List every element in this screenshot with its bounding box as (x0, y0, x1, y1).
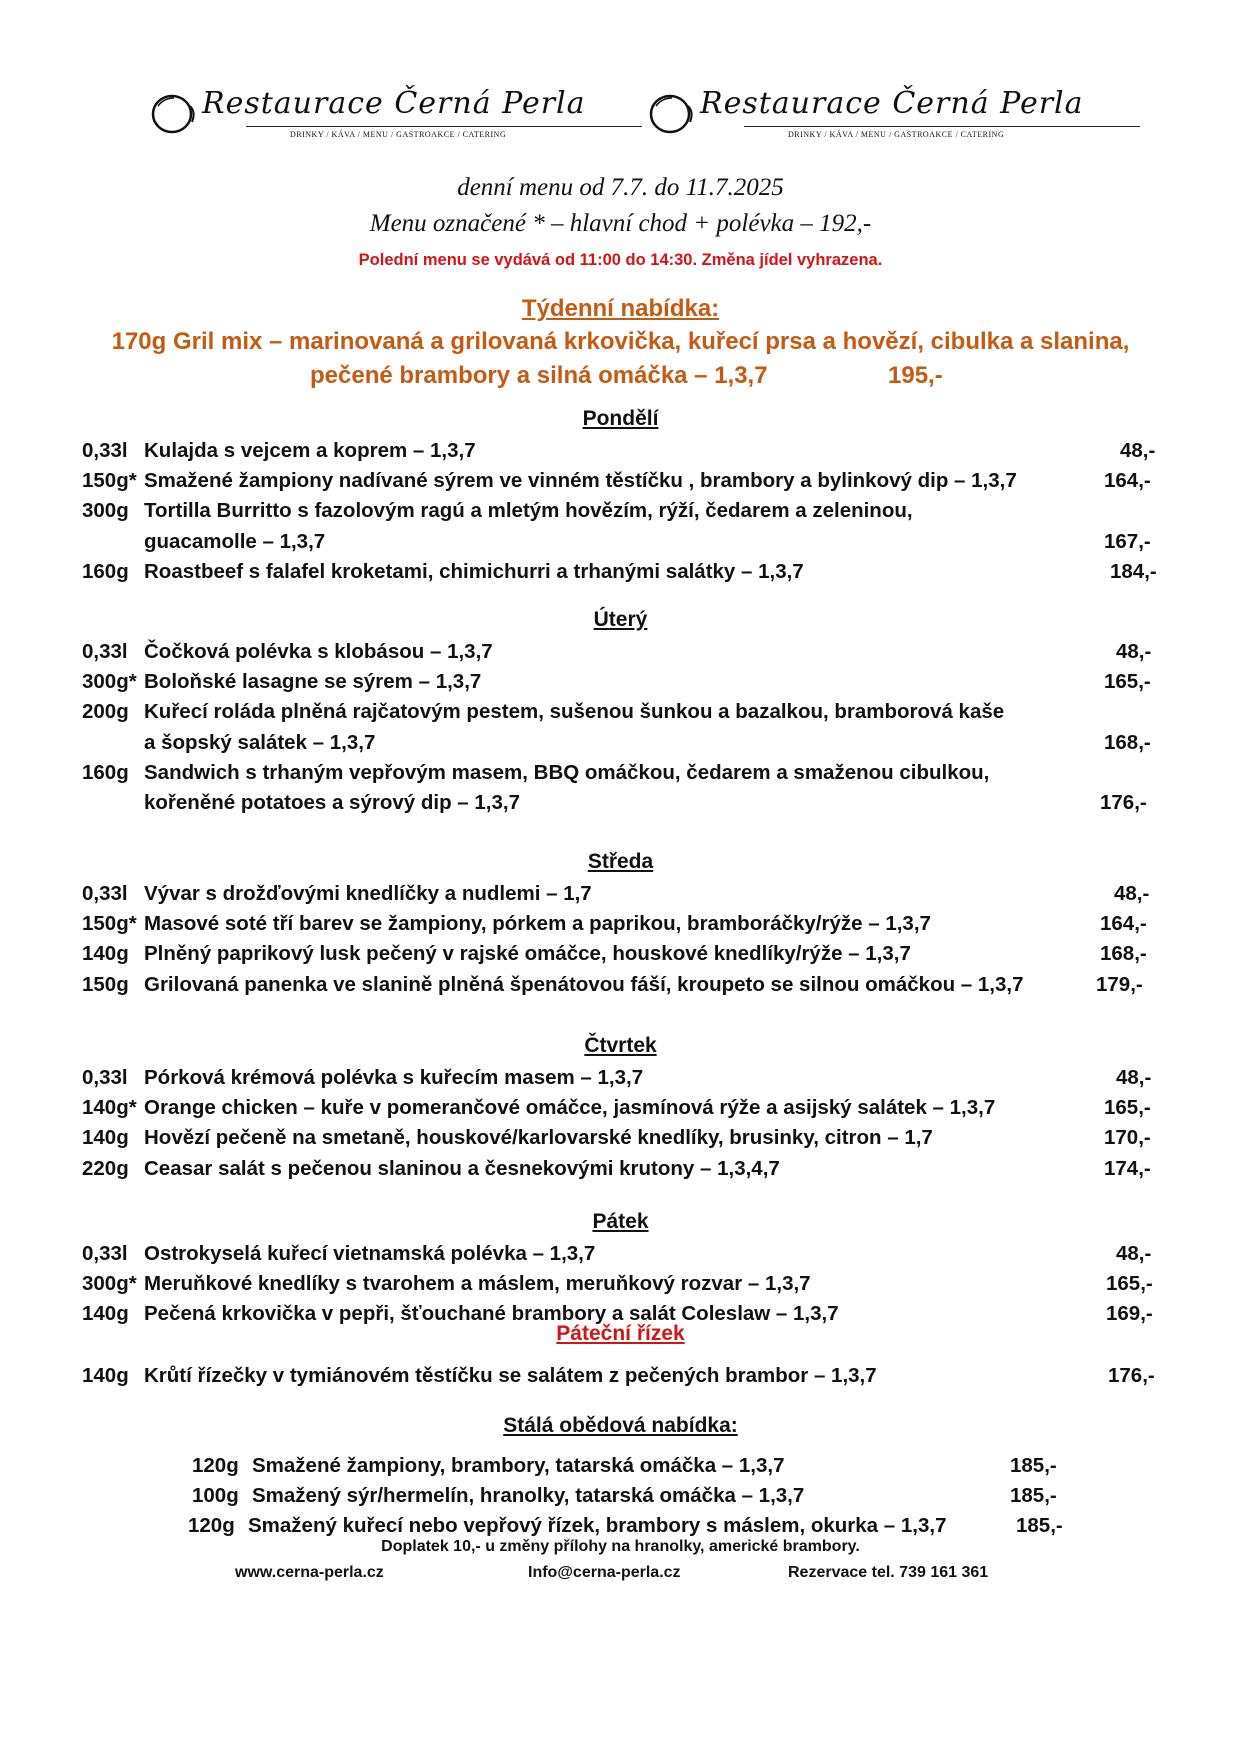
weekly-offer-price: 195,- (888, 362, 943, 389)
item-price: 165,- (1104, 670, 1151, 694)
logo-underline (744, 126, 1140, 127)
menu-item (0, 670, 1241, 700)
logo-underline (246, 126, 642, 127)
weekly-offer-title: Týdenní nabídka: (521, 295, 720, 322)
item-price: 48,- (1116, 1066, 1152, 1089)
item-weight: 300g* (82, 1272, 137, 1296)
item-weight: 0,33l (82, 1242, 128, 1265)
item-description: Smažené žampiony nadívané sýrem ve vinném těstíčku , brambory a bylinkový dip – 1,3,7 (144, 469, 1017, 493)
item-description: Ceasar salát s pečenou slaninou a česnekovými krutony – 1,3,4,7 (144, 1156, 780, 1180)
item-description: Hovězí pečeně na smetaně, houskové/karlovarské knedlíky, brusinky, citron – 1,7 (144, 1126, 933, 1150)
item-description-cont: kořeněné potatoes a sýrový dip – 1,3,7 (144, 791, 520, 814)
menu-item (0, 761, 1241, 791)
item-description-cont: guacamolle – 1,3,7 (144, 529, 326, 553)
friday-special-title: Páteční řízek (556, 1322, 685, 1345)
item-description: Vývar s drožďovými knedlíčky a nudlemi – 1,7 (144, 882, 592, 905)
item-weight: 160g (82, 760, 129, 784)
item-price: 164,- (1104, 469, 1151, 493)
menu-item (0, 912, 1241, 942)
menu-item (0, 439, 1241, 469)
item-weight: 140g* (82, 1096, 137, 1120)
item-price: 185,- (1010, 1454, 1057, 1477)
item-price: 168,- (1104, 730, 1151, 754)
item-price: 176,- (1100, 791, 1147, 814)
item-weight: 140g (82, 1302, 129, 1326)
pearl-icon (150, 92, 200, 136)
item-description: Smažený kuřecí nebo vepřový řízek, brambory s máslem, okurka – 1,3,7 (248, 1514, 947, 1537)
menu-item (0, 942, 1241, 972)
item-weight: 120g (188, 1514, 235, 1537)
website-link[interactable]: www.cerna-perla.cz (235, 1564, 384, 1581)
item-price: 170,- (1104, 1126, 1151, 1150)
menu-item (0, 469, 1241, 499)
item-description: Kulajda s vejcem a koprem – 1,3,7 (144, 439, 476, 462)
item-description: Smažené žampiony, brambory, tatarská omáčka – 1,3,7 (252, 1454, 785, 1477)
restaurant-logo (648, 88, 1128, 148)
menu-item (0, 1242, 1241, 1272)
side-dish-note: Doplatek 10,- u změny přílohy na hranolky, americké brambory. (381, 1538, 860, 1555)
menu-item (0, 973, 1241, 1003)
item-weight: 140g (82, 1126, 129, 1150)
item-description: Pečená krkovička v pepři, šťouchané brambory a salát Coleslaw – 1,3,7 (144, 1302, 839, 1326)
email-link[interactable]: Info@cerna-perla.cz (528, 1564, 681, 1581)
reservation-phone: Rezervace tel. 739 161 361 (788, 1564, 989, 1581)
item-weight: 200g (82, 700, 129, 724)
logo-subtitle: DRINKY / KÁVA / MENU / GASTROAKCE / CATERING (788, 130, 1005, 139)
item-weight: 150g* (82, 469, 137, 493)
menu-item (0, 1454, 1241, 1484)
item-weight: 150g (82, 972, 129, 996)
item-description-cont: a šopský salátek – 1,3,7 (144, 730, 376, 754)
day-title: Úterý (593, 608, 648, 631)
menu-item (0, 1066, 1241, 1096)
item-description: Boloňské lasagne se sýrem – 1,3,7 (144, 670, 482, 694)
day-title: Čtvrtek (584, 1034, 657, 1057)
item-price: 48,- (1116, 640, 1152, 663)
weekly-offer-line: pečené brambory a silná omáčka – 1,3,7 (310, 362, 768, 389)
item-weight: 220g (82, 1156, 129, 1180)
menu-item-continuation (0, 731, 1241, 761)
menu-item (0, 1484, 1241, 1514)
item-price: 164,- (1100, 912, 1147, 936)
item-price: 185,- (1010, 1484, 1057, 1507)
item-weight: 0,33l (82, 1066, 128, 1089)
item-weight: 150g* (82, 912, 137, 936)
weekly-offer-line: 170g Gril mix – marinovaná a grilovaná krkovička, kuřecí prsa a hovězí, cibulka a slanina, (111, 328, 1130, 355)
logo-bar (150, 88, 1130, 148)
item-weight: 140g (82, 942, 129, 966)
standing-offer-title: Stálá obědová nabídka: (503, 1414, 738, 1437)
menu-item (0, 1364, 1241, 1394)
item-price: 169,- (1106, 1302, 1153, 1326)
item-description: Ostrokyselá kuřecí vietnamská polévka – 1,3,7 (144, 1242, 596, 1265)
item-description: Kuřecí roláda plněná rajčatovým pestem, sušenou šunkou a bazalkou, bramborová kaše (144, 700, 1005, 724)
item-price: 167,- (1104, 529, 1151, 553)
restaurant-logo (150, 88, 630, 148)
item-price: 48,- (1120, 439, 1156, 462)
logo-name: Restaurace Černá Perla (700, 86, 1084, 121)
item-description: Smažený sýr/hermelín, hranolky, tatarská omáčka – 1,3,7 (252, 1484, 805, 1507)
logo-subtitle: DRINKY / KÁVA / MENU / GASTROAKCE / CATERING (290, 130, 507, 139)
item-price: 179,- (1096, 972, 1143, 996)
item-description: Tortilla Burritto s fazolovým ragú a mletým hovězím, rýží, čedarem a zeleninou, (144, 499, 913, 523)
menu-item (0, 700, 1241, 730)
menu-item (0, 1272, 1241, 1302)
item-price: 184,- (1110, 559, 1157, 583)
menu-date-line: denní menu od 7.7. do 11.7.2025 (457, 174, 784, 201)
item-weight: 140g (82, 1364, 129, 1387)
menu-item (0, 1126, 1241, 1156)
item-price: 48,- (1116, 1242, 1152, 1265)
item-weight: 300g (82, 499, 129, 523)
item-price: 176,- (1108, 1364, 1155, 1387)
item-price: 185,- (1016, 1514, 1063, 1537)
item-price: 174,- (1104, 1156, 1151, 1180)
item-price: 165,- (1104, 1096, 1151, 1120)
item-weight: 300g* (82, 670, 137, 694)
item-description: Roastbeef s falafel kroketami, chimichurri a trhanými salátky – 1,3,7 (144, 559, 804, 583)
service-notice: Polední menu se vydává od 11:00 do 14:30. Změna jídel vyhrazena. (358, 251, 883, 269)
item-description: Masové soté tří barev se žampiony, pórkem a paprikou, bramboráčky/rýže – 1,3,7 (144, 912, 931, 936)
item-description: Plněný paprikový lusk pečený v rajské omáčce, houskové knedlíky/rýže – 1,3,7 (144, 942, 911, 966)
item-description: Sandwich s trhaným vepřovým masem, BBQ omáčkou, čedarem a smaženou cibulkou, (144, 760, 990, 784)
menu-item (0, 499, 1241, 529)
menu-item (0, 560, 1241, 590)
item-price: 48,- (1114, 882, 1150, 905)
menu-item (0, 882, 1241, 912)
item-description: Meruňkové knedlíky s tvarohem a máslem, meruňkový rozvar – 1,3,7 (144, 1272, 811, 1296)
menu-item (0, 1157, 1241, 1187)
item-description: Krůtí řízečky v tymiánovém těstíčku se salátem z pečených brambor – 1,3,7 (144, 1364, 877, 1387)
item-description: Čočková polévka s klobásou – 1,3,7 (144, 640, 493, 663)
day-title: Pátek (592, 1210, 649, 1233)
item-weight: 0,33l (82, 882, 128, 905)
item-price: 168,- (1100, 942, 1147, 966)
item-weight: 120g (192, 1454, 239, 1477)
logo-name: Restaurace Černá Perla (202, 86, 586, 121)
item-description: Grilovaná panenka ve slanině plněná špenátovou fáší, kroupeto se silnou omáčkou – 1,3,7 (144, 972, 1024, 996)
item-price: 165,- (1106, 1272, 1153, 1296)
item-description: Pórková krémová polévka s kuřecím masem – 1,3,7 (144, 1066, 644, 1089)
pearl-icon (648, 92, 698, 136)
day-title: Pondělí (582, 407, 659, 430)
day-title: Středa (587, 850, 654, 873)
menu-item-continuation (0, 530, 1241, 560)
item-weight: 160g (82, 559, 129, 583)
item-weight: 0,33l (82, 439, 128, 462)
item-weight: 100g (192, 1484, 239, 1507)
menu-combo-line: Menu označené * – hlavní chod + polévka – 192,- (369, 210, 872, 237)
item-weight: 0,33l (82, 640, 128, 663)
menu-item (0, 1096, 1241, 1126)
item-description: Orange chicken – kuře v pomerančové omáčce, jasmínová rýže a asijský salátek – 1,3,7 (144, 1096, 996, 1120)
menu-item-continuation (0, 791, 1241, 821)
menu-item (0, 640, 1241, 670)
